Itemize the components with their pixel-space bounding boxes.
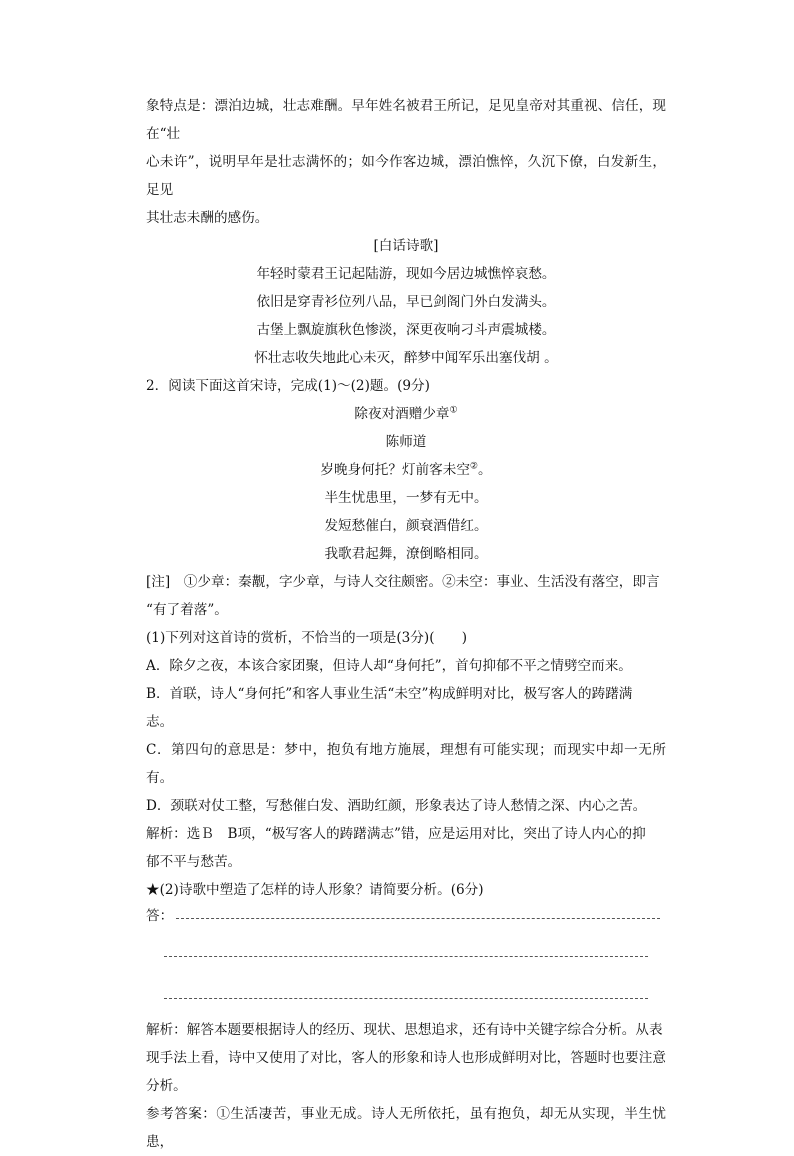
intro-line-2: 心未许”，说明早年是壮志满怀的；如今作客边城，漂泊憔悴，久沉下僚，白发新生，足见 bbox=[146, 154, 666, 198]
answer-area-row-3 bbox=[146, 980, 666, 1006]
answer-area-row-2 bbox=[146, 950, 666, 980]
poem-author: 陈师道 bbox=[385, 434, 427, 450]
star-icon: ★ bbox=[146, 882, 160, 898]
note-line-1: [注] ①少章：秦觏，字少章，与诗人交往颇密。②未空：事业、生活没有落空，即言 bbox=[146, 574, 660, 590]
vernacular-line-3: 古堡上飘旋旗秋色惨淡，深更夜响刁斗声震城楼。 bbox=[256, 322, 556, 338]
poem-line-1 bbox=[146, 456, 666, 484]
poem-line-3: 发短愁催白，颜衰酒借红。 bbox=[324, 518, 488, 534]
poem-line-1-text: 岁晚身何托？灯前客未空 bbox=[320, 462, 470, 478]
answer-line-2[interactable] bbox=[164, 956, 648, 957]
poem-title-footnote-mark: ① bbox=[449, 405, 458, 416]
intro-line-3: 其壮志未酬的感伤。 bbox=[146, 210, 269, 226]
poem-line-4: 我歌君起舞，潦倒略相同。 bbox=[324, 546, 488, 562]
sub-2-analysis-line-2: 现手法上看，诗中又使用了对比，客人的形象和诗人也形成鲜明对比，答题时也要注意分析。 bbox=[146, 1050, 666, 1094]
answer-label: 答： bbox=[146, 908, 174, 924]
poem-line-1-end: 。 bbox=[478, 462, 492, 478]
reference-answer-line-1: 参考答案：①生活凄苦，事业无成。诗人无所依托，虽有抱负，却无从实现，半生忧患， bbox=[146, 1106, 666, 1150]
option-b-line-1: B．首联，诗人“身何托”和客人事业生活“未空”构成鲜明对比，极写客人的踌躇满 bbox=[146, 686, 633, 702]
note-line-2: “有了着落”。 bbox=[146, 602, 228, 618]
vernacular-line-1: 年轻时蒙君王记起陆游，现如今居边城憔悴哀愁。 bbox=[256, 266, 556, 282]
answer-area-row-1 bbox=[146, 904, 666, 950]
poem-title bbox=[146, 400, 666, 428]
sub-question-2-prompt bbox=[146, 876, 666, 904]
vernacular-heading: [白话诗歌] bbox=[373, 238, 439, 254]
option-b-line-2: 志。 bbox=[146, 714, 174, 730]
sub-question-2-prompt-text: (2)诗歌中塑造了怎样的诗人形象？请简要分析。(6分) bbox=[159, 882, 484, 898]
poem-title-text: 除夜对酒赠少章 bbox=[354, 406, 450, 422]
poem-line-1-footnote-mark: ② bbox=[469, 461, 478, 472]
answer-line-1[interactable] bbox=[176, 918, 660, 919]
page-content bbox=[146, 92, 666, 1156]
sub-1-analysis-line-2: 郁不平与愁苦。 bbox=[146, 854, 242, 870]
answer-line-3[interactable] bbox=[164, 998, 648, 999]
option-a: A．除夕之夜，本该合家团聚，但诗人却“身何托”，首句抑郁不平之情劈空而来。 bbox=[146, 658, 632, 674]
vernacular-line-4: 怀壮志收失地此心未灭，醉梦中闻军乐出塞伐胡 。 bbox=[254, 350, 558, 366]
question-2-prompt bbox=[146, 372, 666, 400]
vernacular-line-2: 依旧是穿青衫位列八品，早已剑阁门外白发满头。 bbox=[256, 294, 556, 310]
option-c: C．第四句的意思是：梦中，抱负有地方施展，理想有可能实现；而现实中却一无所有。 bbox=[146, 742, 666, 786]
sub-1-analysis-line-1: 解析：选Ｂ B项，“极写客人的踌躇满志”错，应是运用对比，突出了诗人内心的抑 bbox=[146, 826, 646, 842]
poem-line-2: 半生忧患里，一梦有无中。 bbox=[324, 490, 488, 506]
option-d: D．颈联对仗工整，写愁催白发、酒助红颜，形象表达了诗人愁情之深、内心之苦。 bbox=[146, 798, 647, 814]
question-2-prompt-text: 2．阅读下面这首宋诗，完成(1)～(2)题。(9分) bbox=[146, 378, 430, 394]
intro-line-1: 象特点是：漂泊边城，壮志难酬。早年姓名被君王所记，足见皇帝对其重视、信任，现在“壮 bbox=[146, 98, 666, 142]
sub-question-1-prompt: (1)下列对这首诗的赏析，不恰当的一项是(3分)( ) bbox=[146, 630, 467, 646]
sub-2-analysis-line-1: 解析：解答本题要根据诗人的经历、现状、思想追求，还有诗中关键字综合分析。从表 bbox=[146, 1022, 663, 1038]
